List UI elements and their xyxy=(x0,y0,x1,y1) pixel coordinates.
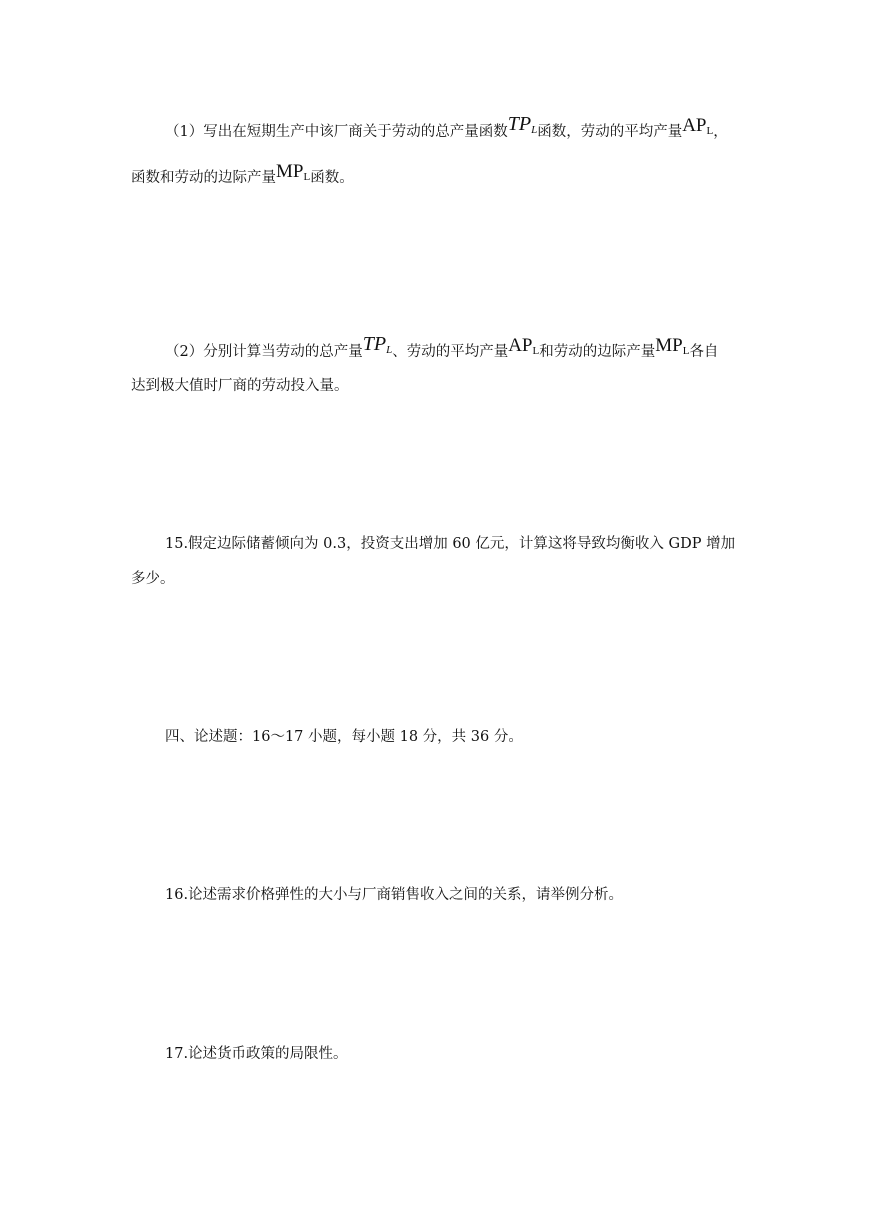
ap-l-symbol: $AP_L$ xyxy=(682,115,714,137)
q14-part1-text-d: 函数和劳动的边际产量 xyxy=(131,170,276,186)
tp-l-symbol: $TP_L$ xyxy=(362,333,393,356)
q14-part1-line1 xyxy=(165,113,728,146)
q14-part1-text-a: （1）写出在短期生产中该厂商关于劳动的总产量函数 xyxy=(165,124,508,140)
mp-l-symbol: $MP_L$ xyxy=(276,161,311,183)
q14-part2-line2: 达到极大值时厂商的劳动投入量。 xyxy=(131,378,349,394)
q14-part2-line1 xyxy=(165,333,719,366)
ap-l-symbol: $AP_L$ xyxy=(508,335,540,357)
q15-line2: 多少。 xyxy=(131,571,175,587)
q14-part2-text-d: 各自 xyxy=(689,344,719,360)
q15-line1: 15.假定边际储蓄倾向为 0.3，投资支出增加 60 亿元，计算这将导致均衡收入 GDP 增加 xyxy=(165,536,736,552)
mp-l-symbol: $MP_L$ xyxy=(655,335,690,357)
q16-text: 16.论述需求价格弹性的大小与厂商销售收入之间的关系，请举例分析。 xyxy=(165,887,624,903)
q14-part1-line2 xyxy=(131,161,354,192)
q14-part1-text-b: 函数，劳动的平均产量 xyxy=(537,124,683,140)
q14-part1-text-e: 函数。 xyxy=(310,170,354,186)
q14-part2-text-c: 和劳动的边际产量 xyxy=(539,344,656,360)
section4-heading: 四、论述题：16～17 小题，每小题 18 分，共 36 分。 xyxy=(165,729,523,745)
tp-l-symbol: $TP_L$ xyxy=(507,113,538,136)
q14-part1-text-c: ， xyxy=(713,124,728,140)
q17-text: 17.论述货币政策的局限性。 xyxy=(165,1046,348,1062)
q14-part2-text-b: 、劳动的平均产量 xyxy=(392,344,509,360)
q14-part2-text-a: （2）分别计算当劳动的总产量 xyxy=(165,344,363,360)
